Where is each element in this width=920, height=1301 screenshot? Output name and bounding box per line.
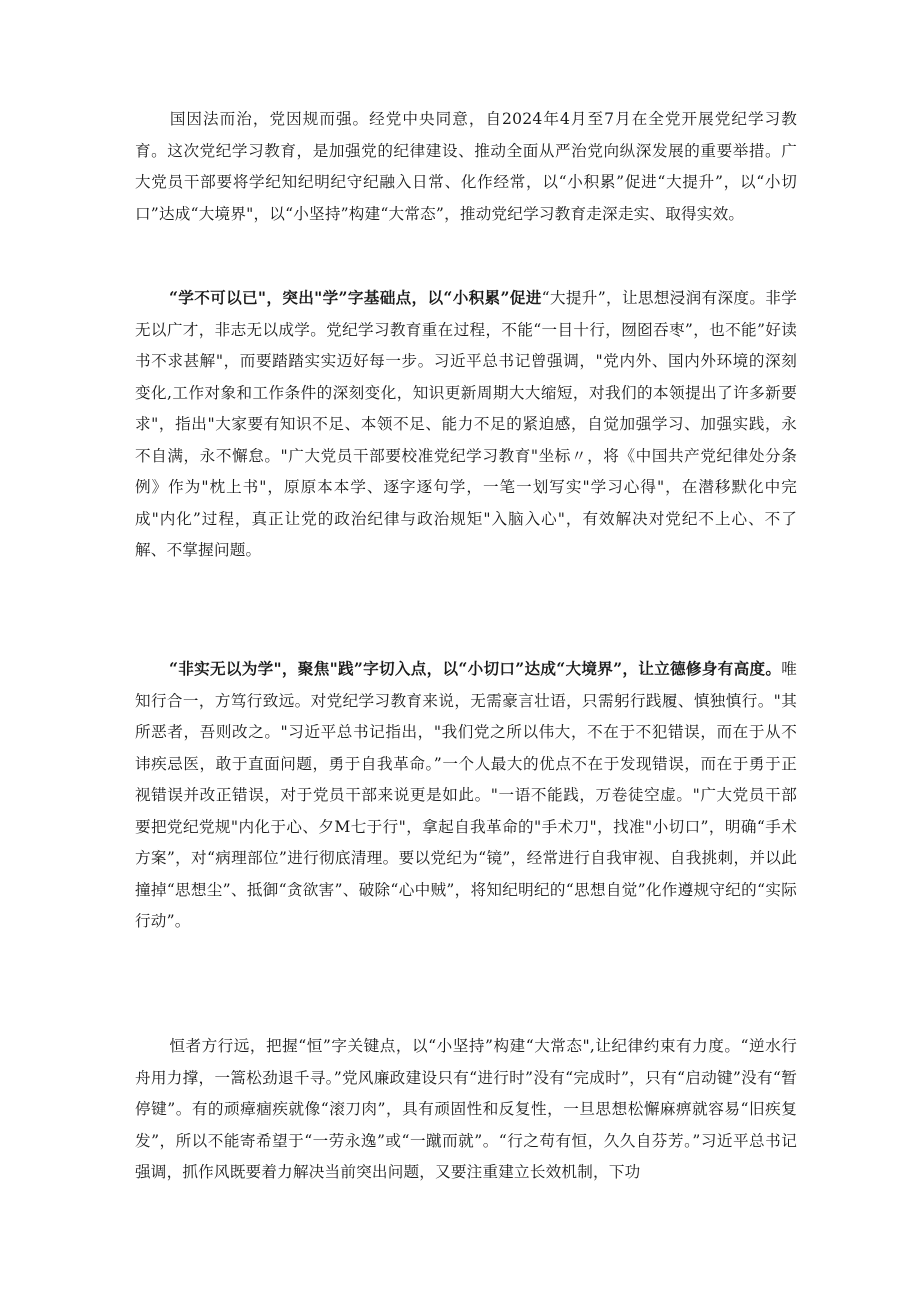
paragraph-lead: “学不可以已"，突出"学”字基础点，以“小积累”促进 xyxy=(169,288,542,307)
paragraph-text: “大提升”，让思想浸润有深度。非学无以广才，非志无以成学。党纪学习教育重在过程，不能“一目十行，囫囵吞枣”，也不能”好读书不求甚解"，而要踏踏实实迈好每一步。习近平总书记曾强调，"党内外、国内外环境的深刻变化,工作对象和工作条件的深刻变化，知识更新周期大大缩短，对我们的本领提出了许多新要求"，指出"大家要有知识不足、本领不足、能力不足的紧迫感，自觉加强学习、加强实践，永不自满，永不懈怠。"广大党员干部要校准党纪学习教育"坐标〃，将《中国共产党纪律处分条例》作为"枕上书"，原原本本学、逐字逐句学，一笔一划写实"学习心得"，在潜移默化中完成"内化”过程，真正让党的政治纪律与政治规矩"入脑入心"，有效解决对党纪不上心、不了解、不掌握问题。 xyxy=(135,289,797,559)
paragraph-text: 唯知行合一，方笃行致远。对党纪学习教育来说，无需豪言壮语，只需躬行践履、慎独慎行。"其所恶者，吾则改之。"习近平总书记指出，"我们党之所以伟大，不在于不犯错误，而在于从不讳疾忌医，敢于直面问题，勇于自我革命。”一个人最大的优点不在于发现错误，而在于勇于正视错误并改正错误，对于党员干部来说更是如此。"一语不能践，万卷徒空虚。"广大党员干部要把党纪党规"内化于心、夕M七于行"，拿起自我革命的"手术刀"，找准"小切口”，明确“手术方案”，对“病理部位”进行彻底清理。要以党纪为“镜”，经常进行自我审视、自我挑刺，并以此撞掉“思想尘”、抵御“贪欲害”、破除“心中贼”，将知纪明纪的“思想自觉”化作遵规守纪的“实际行动”。 xyxy=(135,660,797,930)
paragraph-text: 恒者方行远，把握“恒”字关键点，以“小坚持”构建“大常态",让纪律约束有力度。“逆水行舟用力撑，一篙松劲退千寻。”党风廉政建设只有“进行时”没有“完成时”，只有“启动键”没有“暂停键”。有的顽瘴痼疾就像“滚刀肉”，具有顽固性和反复性，一旦思想松懈麻痹就容易“旧疾复发”，所以不能寄希望于“一劳永逸”或“一蹴而就”。“行之苟有恒，久久自芬芳。”习近平总书记强调，抓作风既要着力解决当前突出问题，又要注重建立长效机制，下功 xyxy=(135,1037,797,1181)
paragraph-text: 国因法而治，党因规而强。经党中央同意，自2024年4月至7月在全党开展党纪学习教育。这次党纪学习教育，是加强党的纪律建设、推动全面从严治党向纵深发展的重要举措。广大党员干部要将学纪知纪明纪守纪融入日常、化作经常，以“小积累”促进“大提升”，以“小切口”达成“大境界"，以“小坚持”构建“大常态”，推动党纪学习教育走深走实、取得实效。 xyxy=(135,110,797,223)
paragraph-study xyxy=(135,282,797,567)
paragraph-practice xyxy=(135,653,797,938)
paragraph-intro xyxy=(135,103,797,230)
paragraph-perseverance xyxy=(135,1030,797,1189)
paragraph-lead: “非实无以为学"，聚焦"践”字切入点，以“小切口”达成“大境界”，让立德修身有高度。 xyxy=(169,659,782,678)
